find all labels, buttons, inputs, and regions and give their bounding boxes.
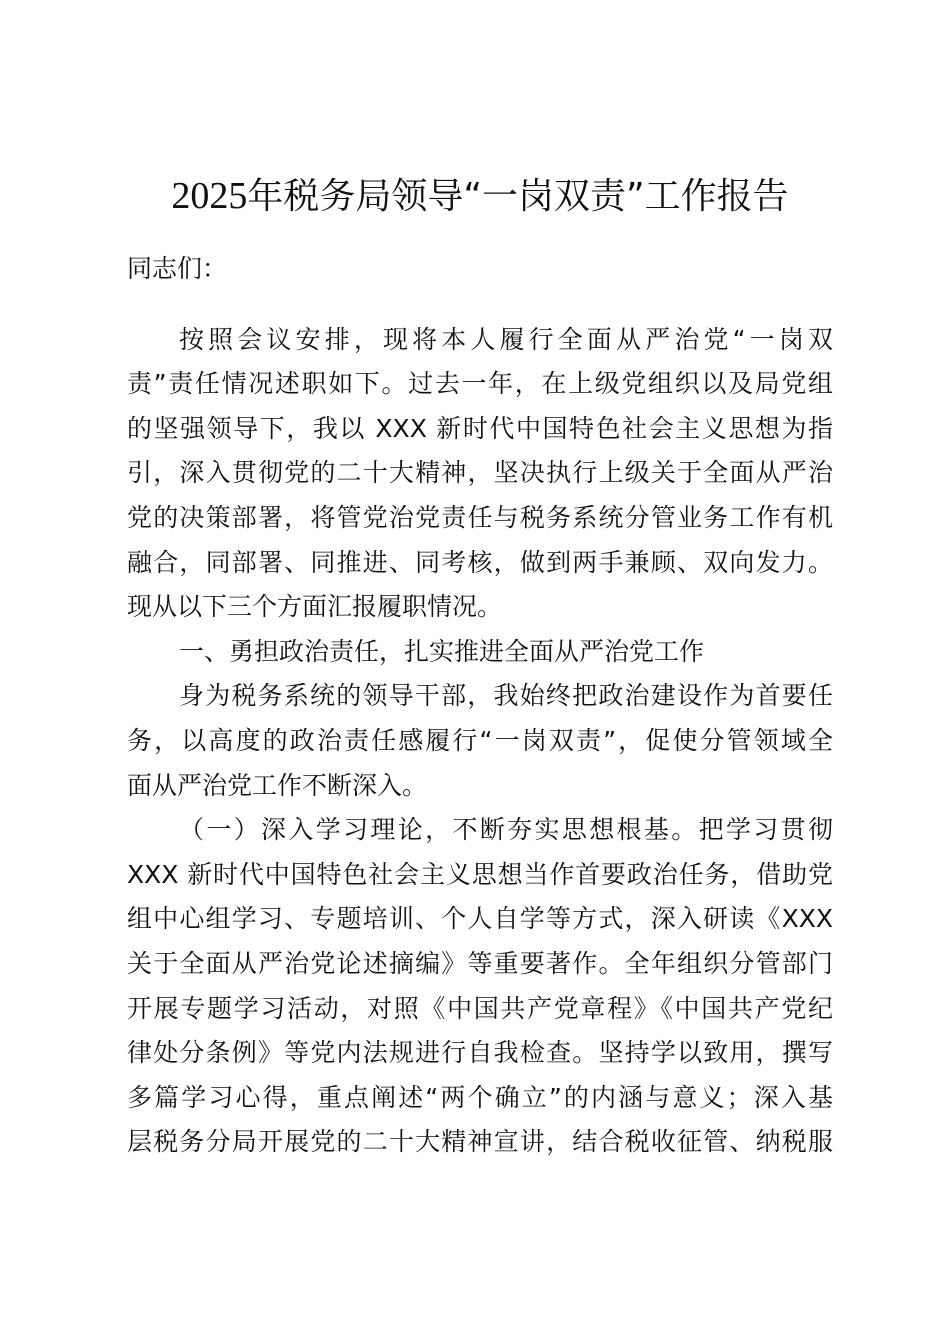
paragraph-line: 务，以高度的政治责任感履行“一岗双责”，促使分管领域全 <box>127 725 833 755</box>
paragraph-line: 面从严治党工作不断深入。 <box>127 770 428 800</box>
paragraph-line: 多篇学习心得，重点阐述“两个确立”的内涵与意义；深入基 <box>127 1082 833 1112</box>
paragraph-line: 党的决策部署，将管党治党责任与税务系统分管业务工作有机 <box>127 502 833 532</box>
paragraph-line: 引，深入贯彻党的二十大精神，坚决执行上级关于全面从严治 <box>127 458 833 488</box>
paragraph-line: 身为税务系统的领导干部，我始终把政治建设作为首要任 <box>179 681 833 711</box>
paragraph-line: 融合，同部署、同推进、同考核，做到两手兼顾、双向发力。 <box>127 547 833 577</box>
section-heading: 一、勇担政治责任，扎实推进全面从严治党工作 <box>179 636 705 666</box>
paragraph-line: 组中心组学习、专题培训、个人自学等方式，深入研读《XXX <box>127 904 833 934</box>
document-title <box>0 172 950 221</box>
title-year: 2025 <box>171 175 248 217</box>
paragraph-line: 现从以下三个方面汇报履职情况。 <box>127 592 503 622</box>
salutation: 同志们： <box>127 254 228 283</box>
paragraph-line: 的坚强领导下，我以 XXX 新时代中国特色社会主义思想为指 <box>127 413 833 443</box>
paragraph-line: 层税务分局开展党的二十大精神宣讲，结合税收征管、纳税服 <box>127 1127 833 1157</box>
paragraph-line: 关于全面从严治党论述摘编》等重要著作。全年组织分管部门 <box>127 948 833 978</box>
paragraph-line: 按照会议安排，现将本人履行全面从严治党“一岗双 <box>179 324 833 354</box>
title-text: 年税务局领导“一岗双责”工作报告 <box>247 176 789 217</box>
paragraph-line: 开展专题学习活动，对照《中国共产党章程》《中国共产党纪 <box>127 993 833 1023</box>
paragraph-line: 律处分条例》等党内法规进行自我检查。坚持学以致用，撰写 <box>127 1038 833 1068</box>
paragraph-line: XXX 新时代中国特色社会主义思想当作首要政治任务，借助党 <box>127 859 833 889</box>
paragraph-line: （一）深入学习理论，不断夯实思想根基。把学习贯彻 <box>179 815 833 845</box>
paragraph-line: 责”责任情况述职如下。过去一年，在上级党组织以及局党组 <box>127 369 833 399</box>
document-body <box>127 247 833 1165</box>
